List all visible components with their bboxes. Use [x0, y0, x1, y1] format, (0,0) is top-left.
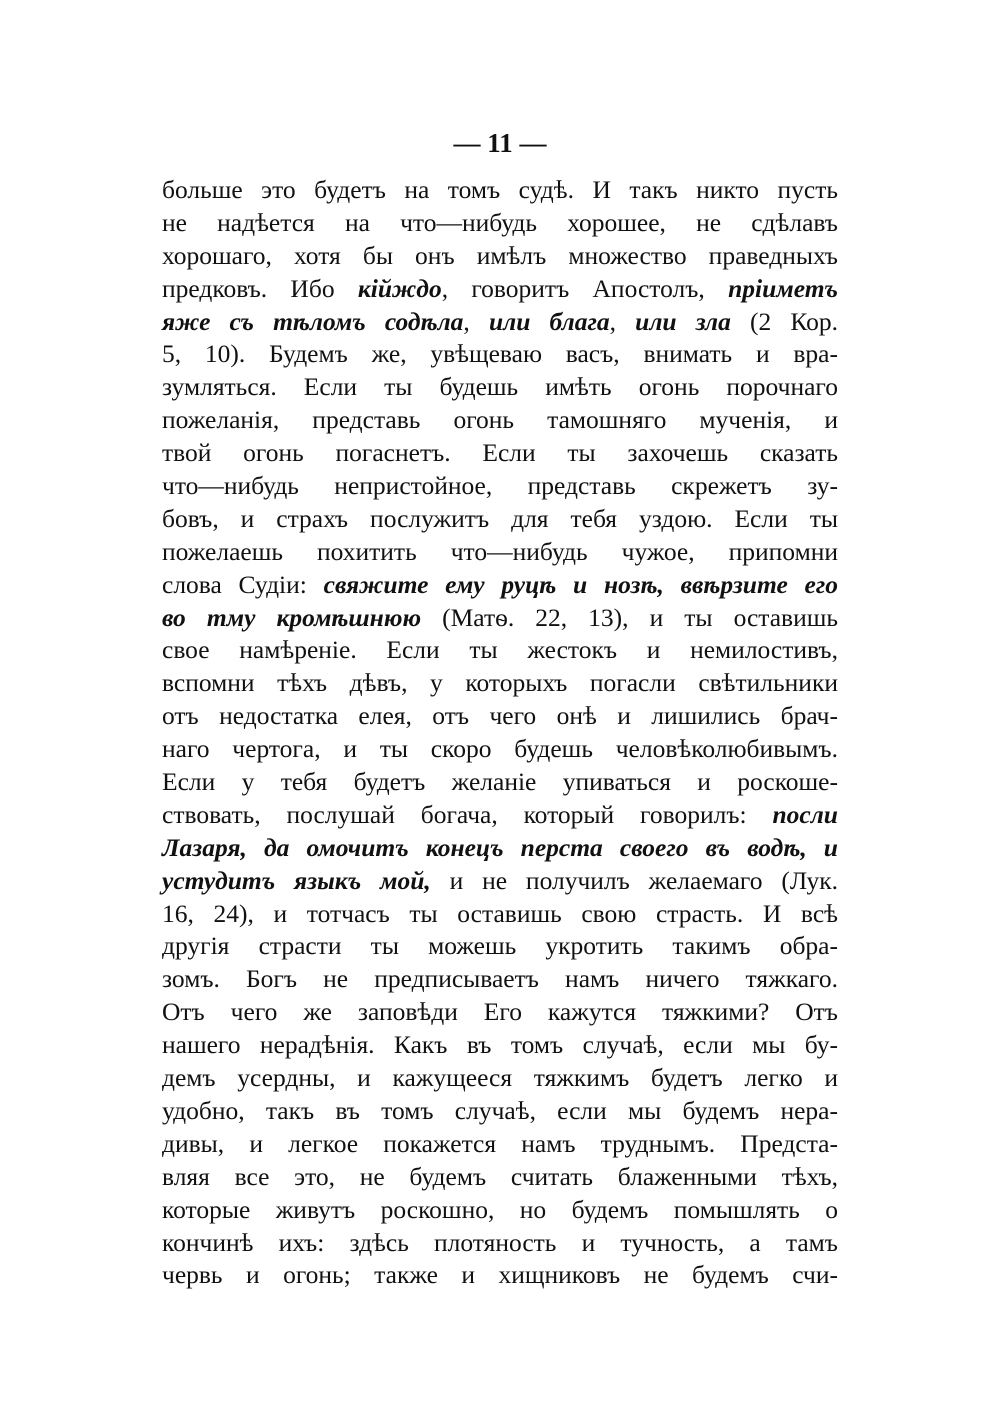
- text-line: [162, 437, 838, 470]
- text-line: [162, 832, 838, 865]
- text-segment: ,: [463, 306, 489, 336]
- text-segment: удобно, такъ въ томъ случаѣ, если мы будемъ нера-: [162, 1095, 838, 1125]
- text-segment: больше это будетъ на томъ судѣ. И такъ никто пусть: [162, 175, 838, 204]
- text-segment: пожеланія, представь огонь тамошняго мученія, и: [162, 405, 838, 435]
- text-segment: нашего нерадѣнія. Какъ въ томъ случаѣ, если мы бу-: [162, 1030, 838, 1060]
- page-body-text: [162, 174, 838, 1292]
- text-line: [162, 667, 838, 700]
- text-line: [162, 700, 838, 733]
- text-line: [162, 404, 838, 437]
- text-line: [162, 1194, 838, 1227]
- text-line: [162, 1259, 838, 1292]
- text-line: [162, 766, 838, 799]
- italic-quotation: посли: [772, 799, 838, 829]
- text-segment: твой огонь погаснетъ. Если ты захочешь сказать: [162, 438, 838, 468]
- text-line: [162, 634, 838, 667]
- italic-quotation: кійждо: [357, 273, 442, 303]
- text-line: [162, 338, 838, 371]
- text-segment: что—нибудь непристойное, представь скрежетъ зу-: [162, 471, 838, 501]
- text-segment: зумляться. Если ты будешь имѣть огонь порочнаго: [162, 372, 838, 402]
- text-segment: и не получилъ желаемаго (Лук.: [430, 865, 838, 895]
- text-segment: Если у тебя будетъ желаніе упиваться и роскоше-: [162, 767, 838, 797]
- text-line: [162, 799, 838, 832]
- text-segment: отъ недостатка елея, отъ чего онѣ и лишились брач-: [162, 701, 838, 731]
- text-segment: слова Судіи:: [162, 569, 324, 599]
- text-line: [162, 865, 838, 898]
- text-line: [162, 1161, 838, 1194]
- text-line: [162, 273, 838, 306]
- text-line: [162, 207, 838, 240]
- italic-quotation: свяжите ему руцѣ и нозѣ, ввѣрзите его: [323, 569, 839, 599]
- text-line: [162, 1095, 838, 1128]
- text-line: [162, 1128, 838, 1161]
- text-line: [162, 536, 838, 569]
- text-line: [162, 503, 838, 536]
- text-line: [162, 1227, 838, 1260]
- text-line: [162, 174, 838, 207]
- text-segment: которые живутъ роскошно, но будемъ помышлять о: [162, 1194, 838, 1224]
- text-segment: Отъ чего же заповѣди Его кажутся тяжкими? Отъ: [162, 997, 838, 1027]
- text-line: [162, 898, 838, 931]
- text-segment: наго чертога, и ты скоро будешь человѣколюбивымъ.: [162, 734, 838, 764]
- italic-quotation: Лазаря, да омочитъ конецъ перста своего въ водѣ, и: [162, 832, 838, 862]
- text-segment: дивы, и легкое покажется намъ труднымъ. Предста-: [162, 1128, 838, 1158]
- text-line: [162, 996, 838, 1029]
- text-segment: 16, 24), и тотчасъ ты оставишь свою страсть. И всѣ: [162, 898, 838, 928]
- text-segment: бовъ, и страхъ послужитъ для тебя уздою. Если ты: [162, 503, 838, 533]
- italic-quotation: или зла: [635, 306, 731, 336]
- text-segment: вспомни тѣхъ дѣвъ, у которыхъ погасли свѣтильники: [162, 668, 838, 698]
- text-segment: ствовать, послушай богача, который говорилъ:: [162, 799, 773, 829]
- text-segment: (Матѳ. 22, 13), и ты оставишь: [421, 602, 838, 632]
- text-segment: не надѣется на что—нибудь хорошее, не сдѣлавъ: [162, 207, 838, 237]
- text-segment: демъ усердны, и кажущееся тяжкимъ будетъ легко и: [162, 1063, 838, 1093]
- text-line: [162, 1062, 838, 1095]
- text-segment: зомъ. Богъ не предписываетъ намъ ничего тяжкаго.: [162, 964, 838, 994]
- text-line: [162, 569, 838, 602]
- text-segment: , говоритъ Апостолъ,: [441, 273, 729, 303]
- text-line: [162, 963, 838, 996]
- text-line: [162, 470, 838, 503]
- text-segment: хорошаго, хотя бы онъ имѣлъ множество праведныхъ: [162, 240, 838, 270]
- text-segment: кончинѣ ихъ: здѣсь плотяность и тучность, а тамъ: [162, 1227, 838, 1257]
- italic-quotation: яже съ тѣломъ содѣла: [162, 306, 464, 336]
- text-segment: (2 Кор.: [730, 306, 838, 336]
- italic-quotation: или блага: [488, 306, 610, 336]
- text-line: [162, 371, 838, 404]
- text-segment: свое намѣреніе. Если ты жестокъ и немилостивъ,: [162, 635, 838, 665]
- text-line: [162, 240, 838, 273]
- text-line: [162, 930, 838, 963]
- italic-quotation: устудитъ языкъ мой,: [162, 865, 431, 895]
- text-segment: пожелаешь похитить что—нибудь чужое, припомни: [162, 536, 838, 566]
- text-line: [162, 602, 838, 635]
- text-segment: предковъ. Ибо: [162, 273, 358, 303]
- text-line: [162, 1029, 838, 1062]
- text-segment: 5, 10). Будемъ же, увѣщеваю васъ, внимать и вра-: [162, 339, 838, 369]
- text-line: [162, 306, 838, 339]
- italic-quotation: пріиметъ: [728, 273, 838, 303]
- text-segment: вляя все это, не будемъ считать блаженными тѣхъ,: [162, 1161, 838, 1191]
- text-segment: червь и огонь; также и хищниковъ не будемъ счи-: [162, 1260, 838, 1290]
- text-segment: ,: [609, 306, 636, 336]
- italic-quotation: во тму кромѣшнюю: [162, 602, 422, 632]
- text-segment: другія страсти ты можешь укротить такимъ обра-: [162, 931, 838, 961]
- text-line: [162, 733, 838, 766]
- page-number: — 11 —: [453, 128, 547, 158]
